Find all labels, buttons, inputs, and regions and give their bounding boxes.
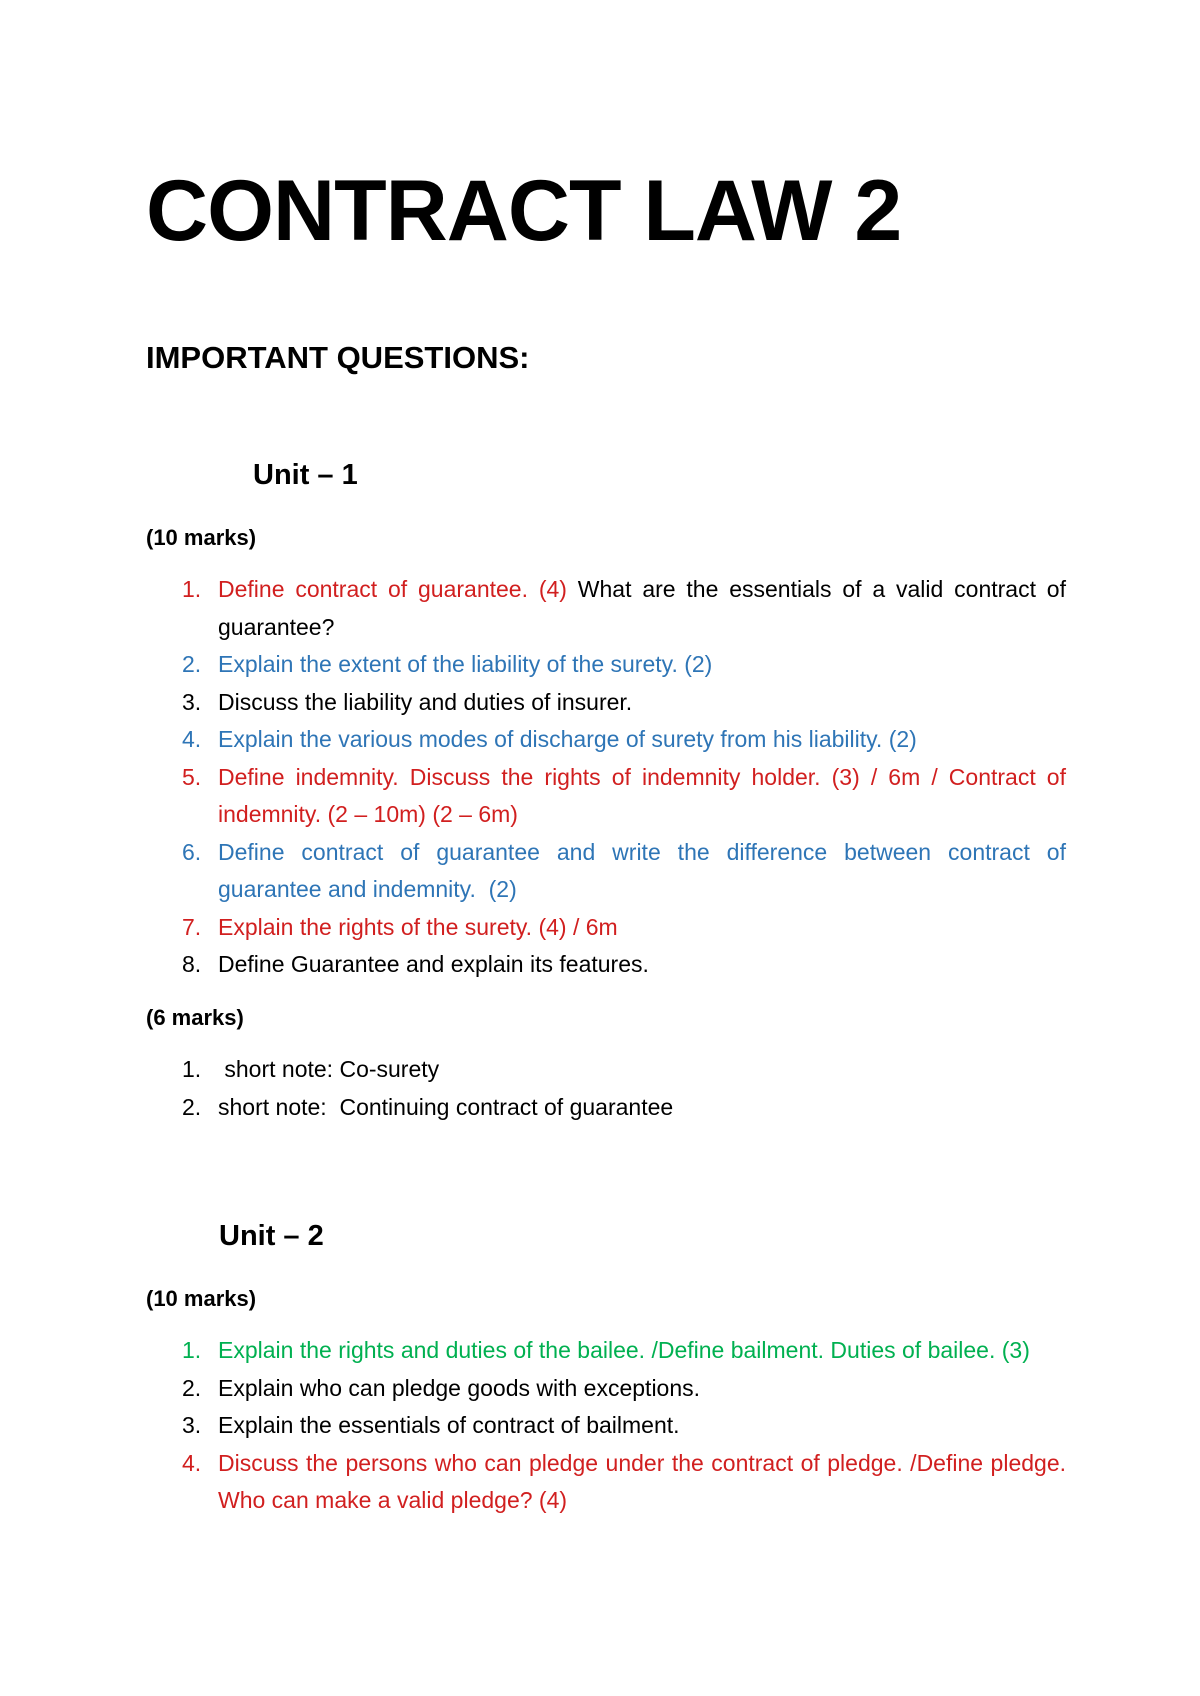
- document-title: CONTRACT LAW 2: [146, 163, 902, 259]
- question-text-segment: Explain the essentials of contract of bailment.: [218, 1412, 680, 1438]
- question-text-segment: What are the essentials of a valid contract of guarantee?: [218, 576, 1073, 640]
- question-number: 8.: [182, 951, 202, 977]
- question-item: [146, 1051, 1066, 1089]
- question-number: 1.: [182, 1337, 202, 1363]
- unit-2-ten-marks-list: [146, 1332, 1073, 1520]
- question-number: 3.: [182, 688, 202, 715]
- question-text: [218, 1370, 1066, 1408]
- question-text-segment: Explain the extent of the liability of the surety. (2): [218, 651, 713, 677]
- question-item: [146, 571, 1073, 646]
- question-number: 6.: [182, 838, 202, 865]
- question-text: [218, 946, 1066, 984]
- question-item: [146, 834, 1073, 909]
- question-item: [146, 721, 1066, 759]
- question-text-segment: short note: Continuing contract of guarantee: [218, 1093, 674, 1120]
- document-subtitle: IMPORTANT QUESTIONS:: [146, 340, 530, 375]
- question-item: [146, 909, 1066, 947]
- question-text: [218, 759, 1073, 834]
- question-text: [218, 571, 1073, 646]
- unit-1-six-marks-label: (6 marks): [146, 1005, 244, 1030]
- question-item: [146, 1370, 1066, 1408]
- question-text-segment: Explain who can pledge goods with exceptions.: [218, 1374, 701, 1401]
- question-number: 3.: [182, 1412, 202, 1438]
- question-item: [146, 946, 1066, 984]
- question-number: 1.: [182, 1056, 202, 1082]
- question-item: [146, 1407, 1066, 1445]
- question-text-segment: Define contract of guarantee and write the difference between contract of guarantee and indemnity. (2): [218, 838, 1073, 902]
- question-text-segment: Define contract of guarantee. (4): [218, 576, 567, 602]
- question-text: [218, 1407, 1066, 1445]
- question-number: 2.: [182, 1374, 202, 1401]
- question-text: [218, 1089, 1066, 1127]
- question-item: [146, 759, 1073, 834]
- question-item: [146, 1332, 1066, 1370]
- question-number: 2.: [182, 1093, 202, 1120]
- unit-1-ten-marks-label: (10 marks): [146, 525, 257, 550]
- question-text: [218, 1445, 1073, 1520]
- question-item: [146, 684, 1066, 722]
- question-number: 7.: [182, 913, 202, 940]
- question-number: 5.: [182, 763, 202, 790]
- question-item: [146, 1445, 1073, 1520]
- question-text-segment: Explain the rights of the surety. (4) / 6m: [218, 913, 618, 940]
- question-text-segment: short note: Co-surety: [218, 1056, 440, 1082]
- unit-1-heading: Unit – 1: [253, 459, 358, 491]
- question-text: [218, 834, 1073, 909]
- question-text-segment: Explain the various modes of discharge of surety from his liability. (2): [218, 726, 917, 752]
- question-number: 4.: [182, 726, 202, 752]
- unit-2-ten-marks-label: (10 marks): [146, 1286, 257, 1311]
- question-item: [146, 1089, 1066, 1127]
- question-text-segment: Define indemnity. Discuss the rights of indemnity holder. (3) / 6m / Contract of indemnity. (2 – 10m) (2 – 6m): [218, 763, 1073, 827]
- unit-1-six-marks-list: [146, 1051, 1066, 1126]
- question-text-segment: Discuss the liability and duties of insurer.: [218, 688, 633, 715]
- unit-1-ten-marks-list: [146, 571, 1073, 984]
- question-text: [218, 721, 1066, 759]
- question-number: 1.: [182, 576, 202, 602]
- question-text: [218, 684, 1066, 722]
- question-number: 4.: [182, 1449, 202, 1476]
- question-item: [146, 646, 1066, 684]
- question-text: [218, 909, 1066, 947]
- question-text-segment: Explain the rights and duties of the bailee. /Define bailment. Duties of bailee. (3): [218, 1337, 1030, 1363]
- question-text: [218, 1051, 1066, 1089]
- question-text-segment: Discuss the persons who can pledge under the contract of pledge. /Define pledge. Who can make a valid pledge? (4): [218, 1449, 1073, 1513]
- question-text: [218, 1332, 1066, 1370]
- question-number: 2.: [182, 651, 202, 677]
- unit-2-heading: Unit – 2: [219, 1220, 324, 1252]
- question-text-segment: Define Guarantee and explain its features.: [218, 951, 649, 977]
- question-text: [218, 646, 1066, 684]
